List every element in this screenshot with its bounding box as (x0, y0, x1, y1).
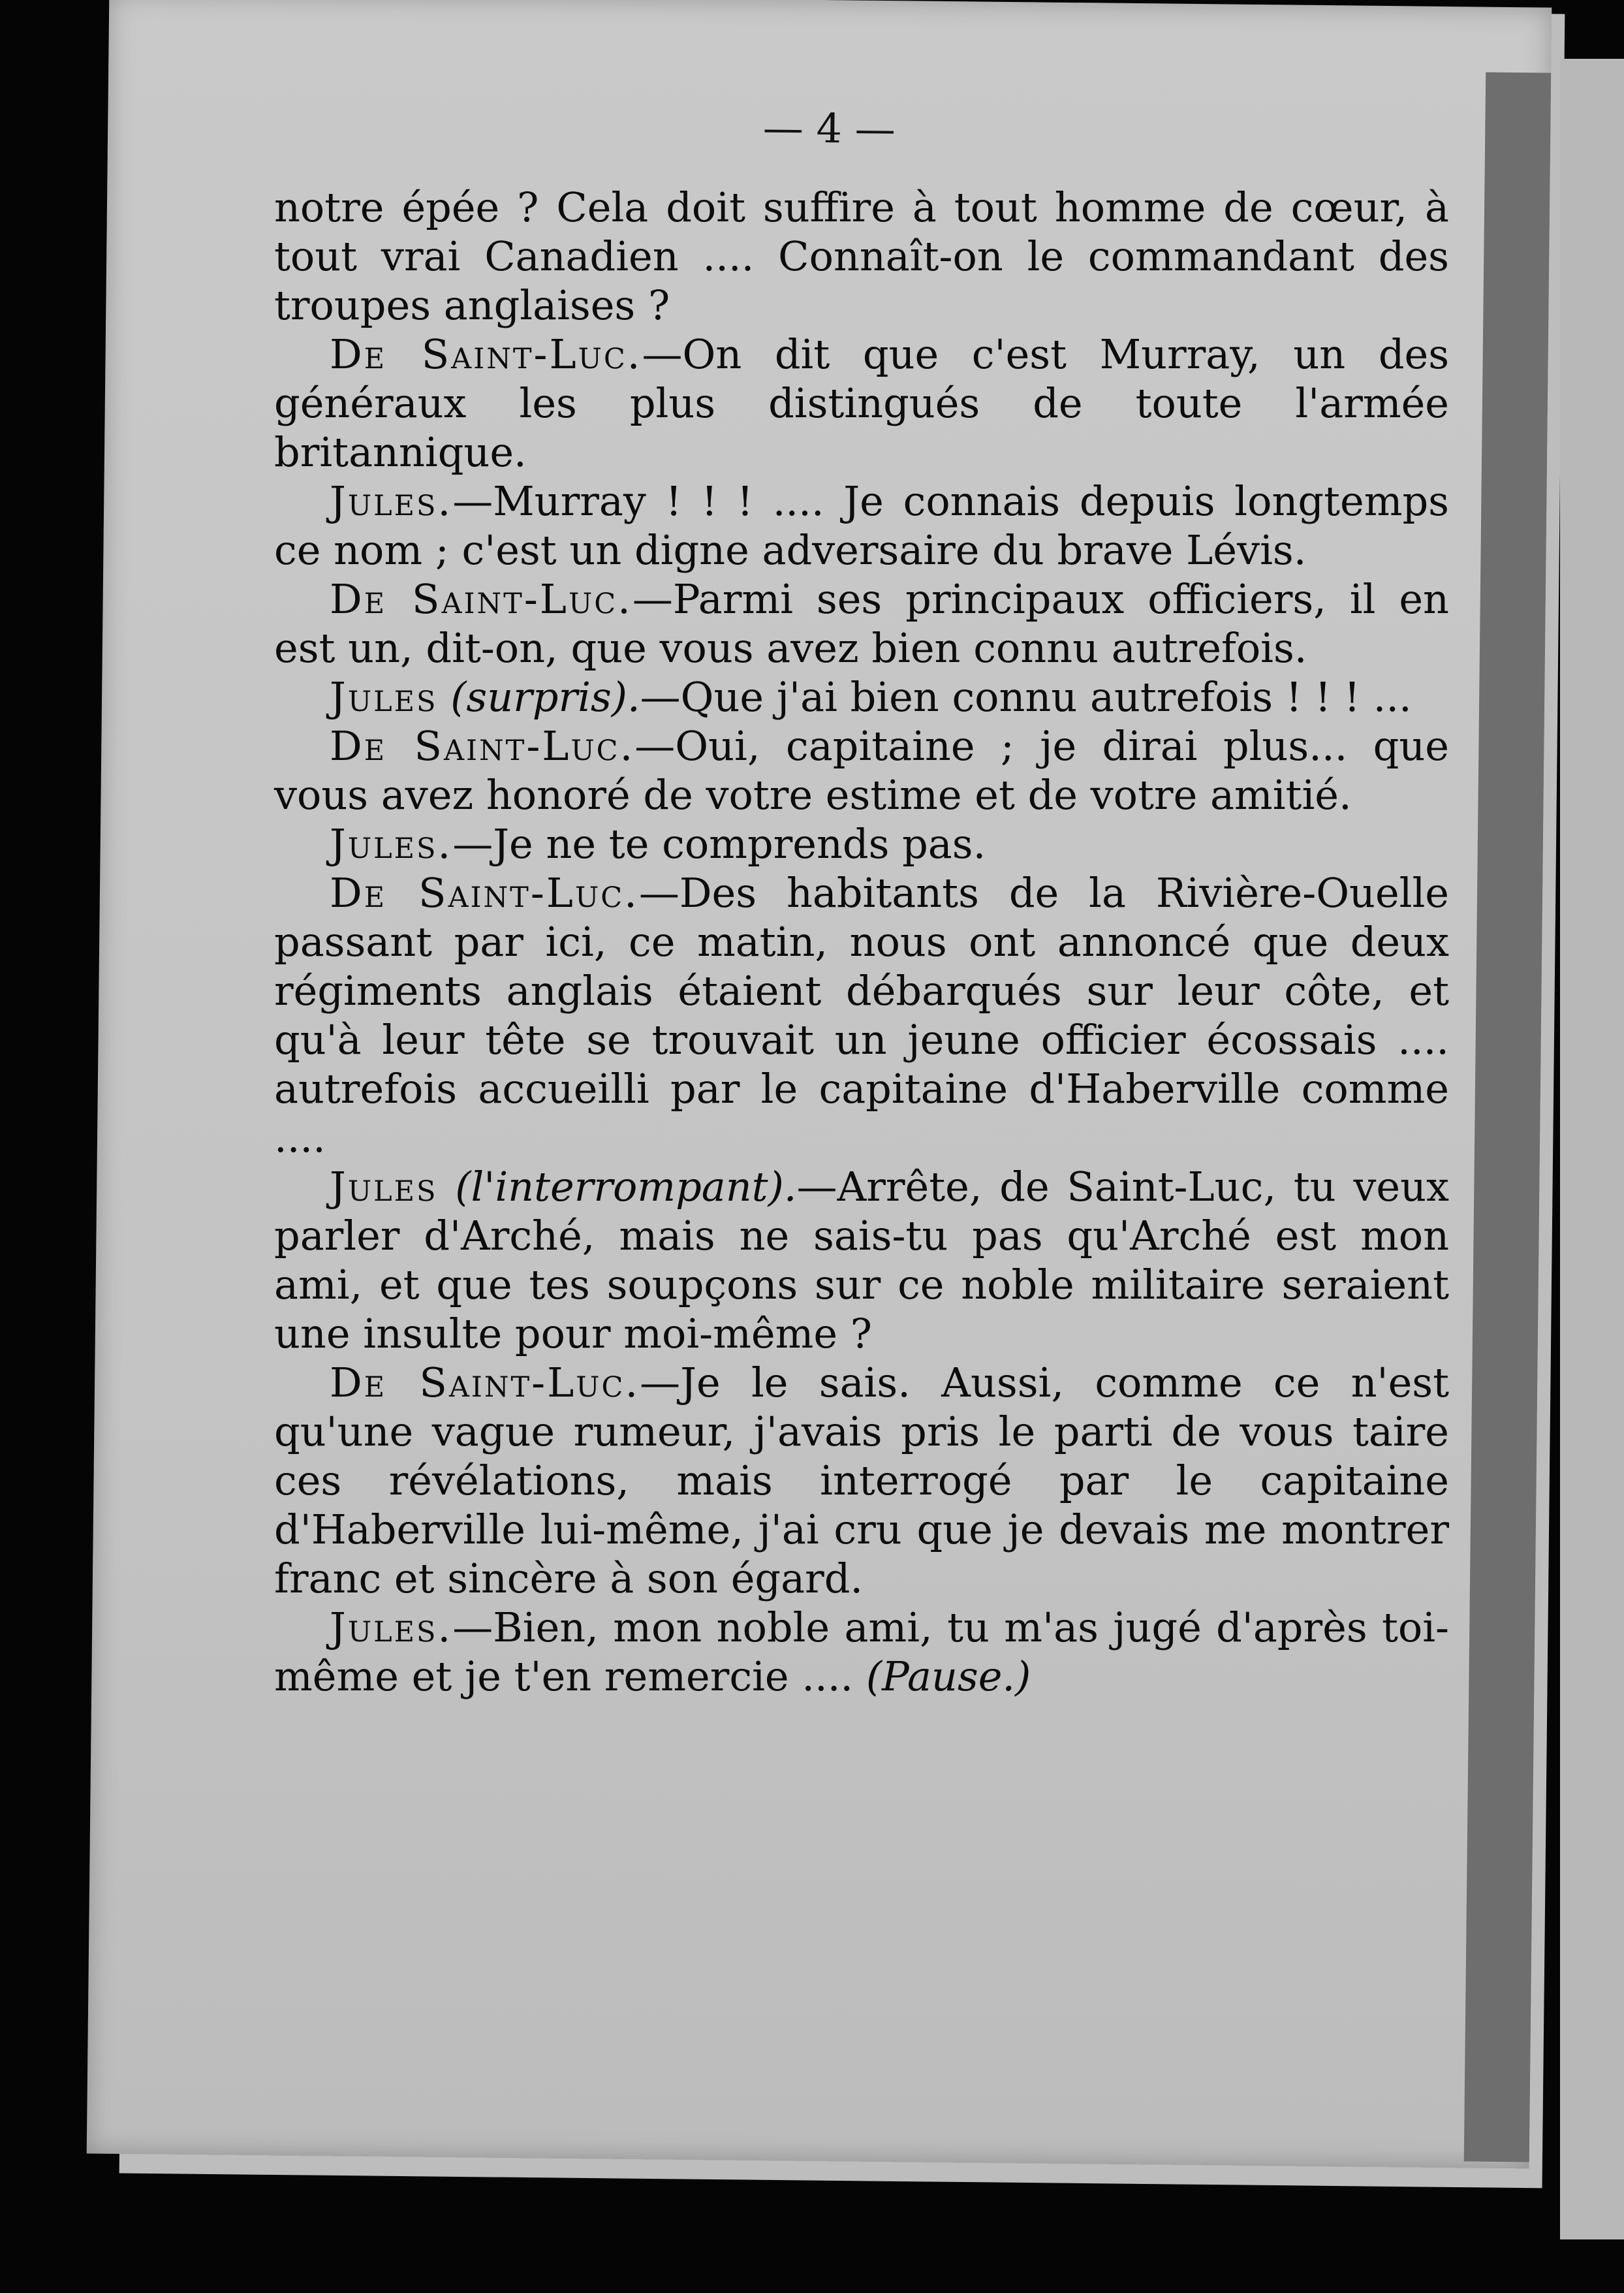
dialogue-text: —Arrête, de Saint-Luc, tu veux parler d'Arché, mais ne sais-tu pas qu'Arché est mon ami, et que tes soupçons sur ce noble militaire seraient une insulte pour moi-même ? (274, 1163, 1449, 1357)
dialogue-paragraph (274, 1603, 1449, 1701)
speaker-name: Jules (330, 673, 438, 721)
dialogue-text: —Oui, capitaine ; je dirai plus... que vous avez honoré de votre estime et de votre amitié. (274, 722, 1449, 819)
speaker-name: Jules (330, 1163, 438, 1210)
page-number: — 4 — (762, 104, 896, 153)
speaker-name: De Saint-Luc. (330, 330, 642, 378)
page-body-text (274, 183, 1449, 1701)
speaker-name: Jules. (330, 477, 453, 525)
speaker-name: Jules. (330, 1604, 453, 1651)
dialogue-text: —Parmi ses principaux officiers, il en est un, dit-on, que vous avez bien connu autrefois. (274, 575, 1449, 672)
dialogue-paragraph (274, 819, 1449, 868)
speaker-name: Jules. (330, 820, 453, 868)
speaker-name: De Saint-Luc. (330, 869, 639, 917)
dialogue-paragraph (274, 1358, 1449, 1603)
dialogue-paragraph (274, 672, 1449, 721)
dialogue-text: —Que j'ai bien connu autrefois ! ! ! ... (640, 673, 1412, 721)
speaker-name: De Saint-Luc. (330, 575, 632, 623)
stage-direction: (Pause.) (866, 1653, 1031, 1700)
dialogue-text: —Je le sais. Aussi, comme ce n'est qu'une vague rumeur, j'avais pris le parti de vous taire ces révélations, mais interrogé par le capitaine d'Haberville lui-même, j'ai cru que je devais me montrer franc et sincère à son égard. (274, 1359, 1449, 1602)
dialogue-paragraph (274, 868, 1449, 1162)
dialogue-paragraph (274, 330, 1449, 477)
dialogue-text: —Des habitants de la Rivière-Ouelle passant par ici, ce matin, nous ont annoncé que deux régiments anglais étaient débarqués sur leur côte, et qu'à leur tête se trouvait un jeune officier écossais .... autrefois accueilli par le capitaine d'Haberville comme .... (274, 869, 1449, 1162)
dialogue-text: —Je ne te comprends pas. (452, 820, 986, 868)
dialogue-paragraph (274, 721, 1449, 819)
dialogue-paragraph (274, 183, 1449, 330)
stage-direction: (surpris). (450, 673, 640, 721)
speaker-name: De Saint-Luc. (330, 1359, 640, 1406)
dialogue-paragraph (274, 1162, 1449, 1358)
dialogue-text: notre épée ? Cela doit suffire à tout homme de cœur, à tout vrai Canadien .... Connaît-on le commandant des troupes anglaises ? (274, 183, 1449, 329)
speaker-name: De Saint-Luc. (330, 722, 635, 770)
dialogue-text: —Murray ! ! ! .... Je connais depuis longtemps ce nom ; c'est un digne adversaire du brave Lévis. (274, 477, 1449, 574)
dialogue-paragraph (274, 575, 1449, 672)
dialogue-text: —On dit que c'est Murray, un des généraux les plus distingués de toute l'armée britannique. (274, 330, 1450, 476)
dialogue-text: —Bien, mon noble ami, tu m'as jugé d'après toi-même et je t'en remercie .... (274, 1604, 1449, 1700)
facing-page-edge (1560, 59, 1624, 2239)
stage-direction: (l'interrompant). (455, 1163, 797, 1210)
dialogue-paragraph (274, 477, 1449, 575)
